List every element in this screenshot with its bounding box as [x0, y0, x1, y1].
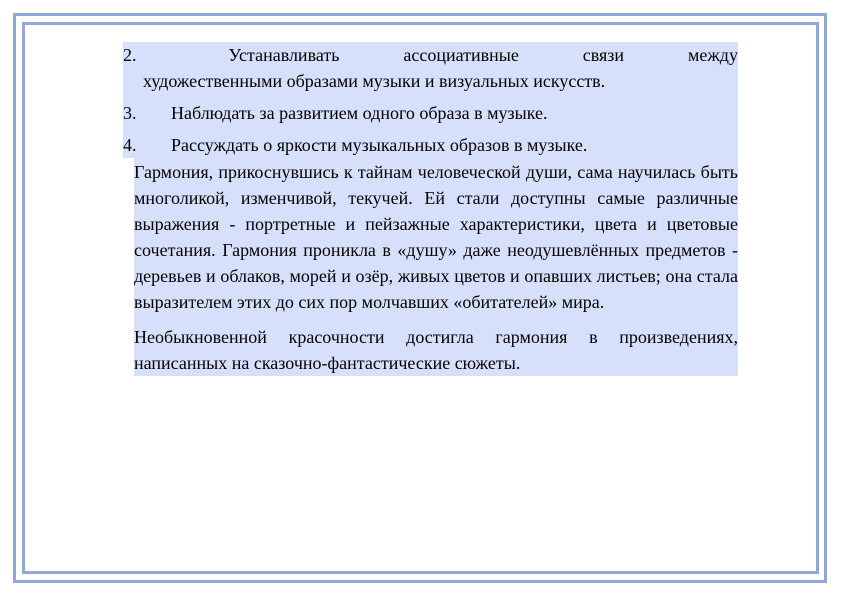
paragraph-harmony: Гармония, прикоснувшись к тайнам человеческой души, сама научилась быть многоликой, изменчивой, текучей. Ей стали доступны самые различные выражения - портретные и пейзажные характеристики, цвета и цветовые сочетания. Гармония проникла в «душу» даже неодушевлённых предметов - деревьев и облаков, морей и озёр, живых цветов и опавших листьев; она стала выразителем этих до сих пор молчавших «обитателей» мира. — [134, 162, 738, 312]
list-item-2 — [123, 42, 738, 94]
list-item-word: ассоциативные — [403, 45, 519, 65]
list-item-number: 4. — [123, 135, 137, 155]
list-item-text: Рассуждать о яркости музыкальных образов в музыке. — [171, 135, 588, 155]
list-item-word: между — [687, 45, 738, 65]
list-item-text: Наблюдать за развитием одного образа в музыке. — [171, 103, 548, 123]
list-item-word: Устанавливать — [228, 45, 340, 65]
list-item-4 — [123, 132, 738, 158]
list-item-first-line — [123, 42, 738, 68]
list-item-3 — [123, 100, 738, 126]
paragraph-fairy-tale: Необыкновенной красочности достигла гармония в произведениях, написанных на сказочно-фантастические сюжеты. — [134, 327, 738, 373]
numbered-list — [123, 42, 738, 158]
list-item-number: 3. — [123, 103, 137, 123]
list-item-word: связи — [582, 45, 625, 65]
list-item-number: 2. — [123, 45, 137, 65]
list-item-continuation: художественными образами музыки и визуальных искусств. — [143, 71, 606, 91]
text-block — [134, 157, 738, 376]
